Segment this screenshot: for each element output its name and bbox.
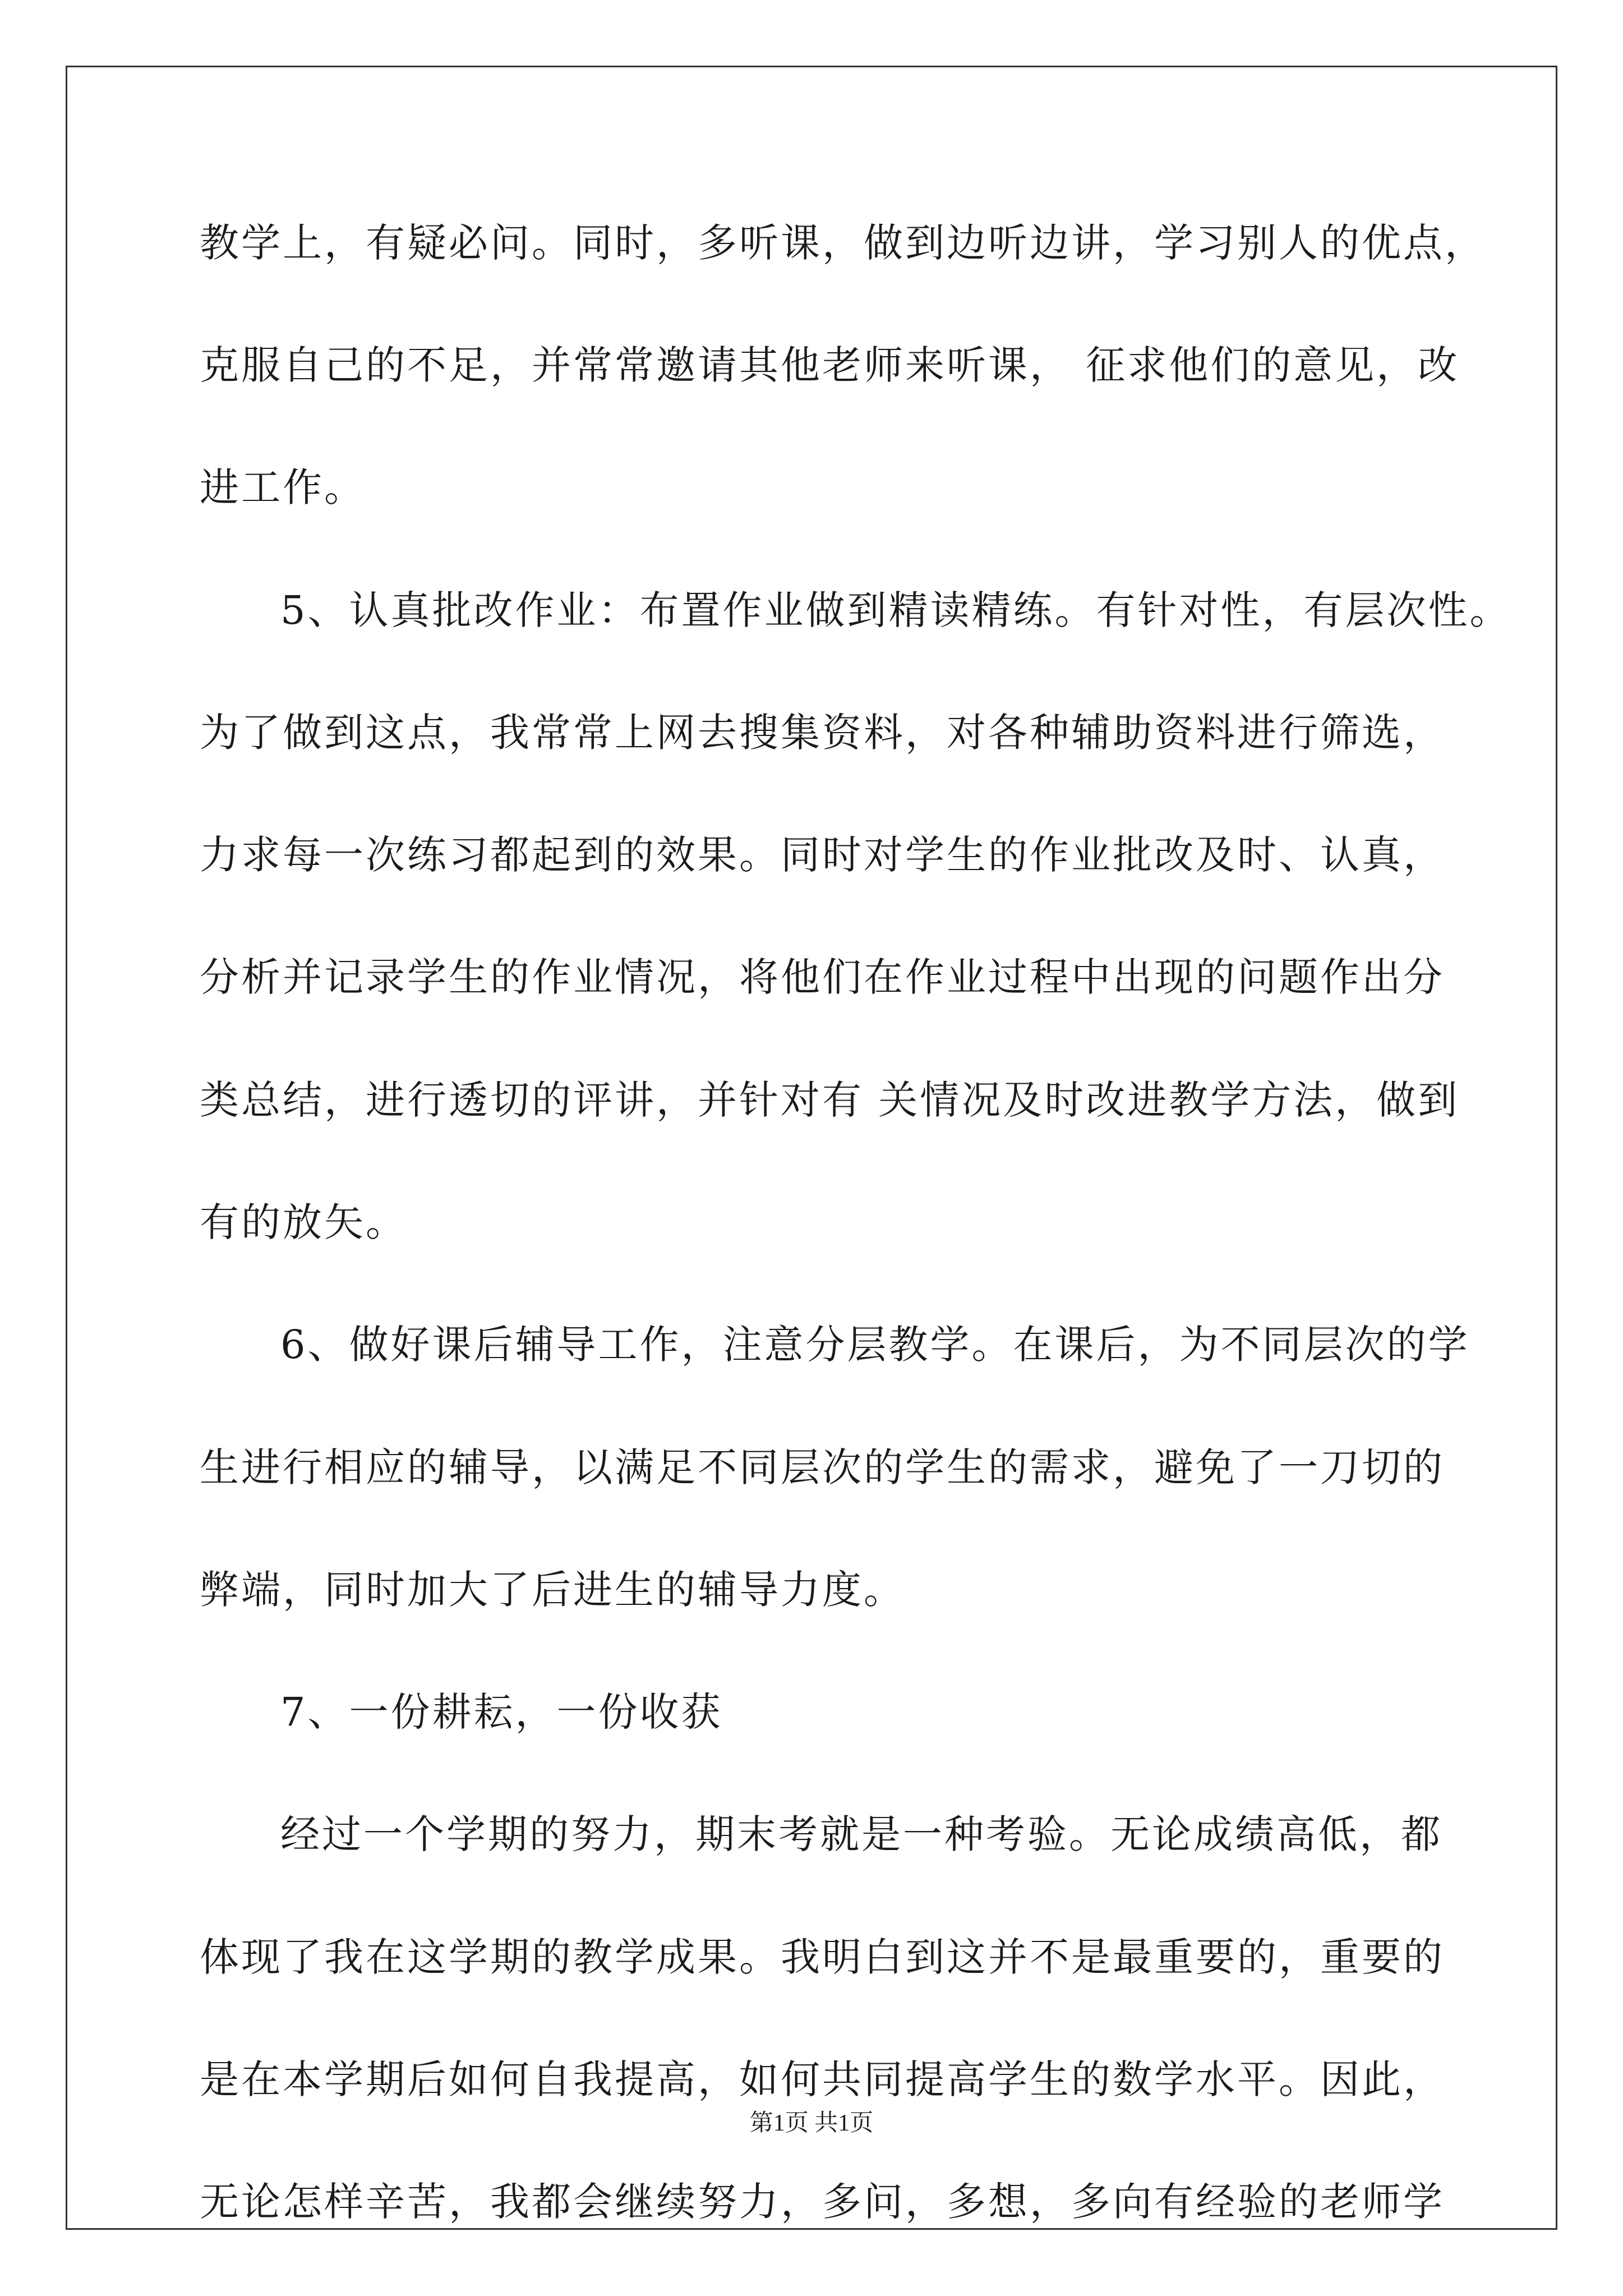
text-line: 无论怎样辛苦，我都会继续努力，多问，多想，多向有经验的老师学 bbox=[200, 2179, 1445, 2225]
text-line: 类总结，进行透切的评讲，并针对有 关情况及时改进教学方法，做到 bbox=[200, 1077, 1460, 1123]
text-line: 有的放矢。 bbox=[200, 1199, 407, 1245]
text-line: 为了做到这点，我常常上网去搜集资料，对各种辅助资料进行筛选， bbox=[200, 710, 1445, 756]
text-line: 生进行相应的辅导，以满足不同层次的学生的需求，避免了一刀切的 bbox=[200, 1444, 1445, 1490]
paragraph-start-line: 经过一个学期的努力，期末考就是一种考验。无论成绩高低，都 bbox=[280, 1811, 1442, 1857]
paragraph-start-line: 5、认真批改作业：布置作业做到精读精练。有针对性，有层次性。 bbox=[280, 587, 1511, 633]
text-line: 教学上，有疑必问。同时，多听课，做到边听边讲，学习别人的优点， bbox=[200, 220, 1486, 266]
section-heading: 7、一份耕耘，一份收获 bbox=[280, 1689, 723, 1735]
page-number-footer: 第1页 共1页 bbox=[749, 2110, 874, 2136]
text-line: 克服自己的不足，并常常邀请其他老师来听课， 征求他们的意见，改 bbox=[200, 342, 1460, 388]
text-line: 进工作。 bbox=[200, 464, 366, 510]
text-line: 体现了我在这学期的教学成果。我明白到这并不是最重要的，重要的 bbox=[200, 1934, 1445, 1980]
text-line: 弊端，同时加大了后进生的辅导力度。 bbox=[200, 1567, 905, 1613]
paragraph-start-line: 6、做好课后辅导工作，注意分层教学。在课后，为不同层次的学 bbox=[280, 1322, 1470, 1368]
text-line: 力求每一次练习都起到的效果。同时对学生的作业批改及时、认真， bbox=[200, 832, 1445, 878]
text-line: 是在本学期后如何自我提高，如何共同提高学生的数学水平。因此， bbox=[200, 2056, 1445, 2102]
text-line: 分析并记录学生的作业情况，将他们在作业过程中出现的问题作出分 bbox=[200, 954, 1445, 1000]
